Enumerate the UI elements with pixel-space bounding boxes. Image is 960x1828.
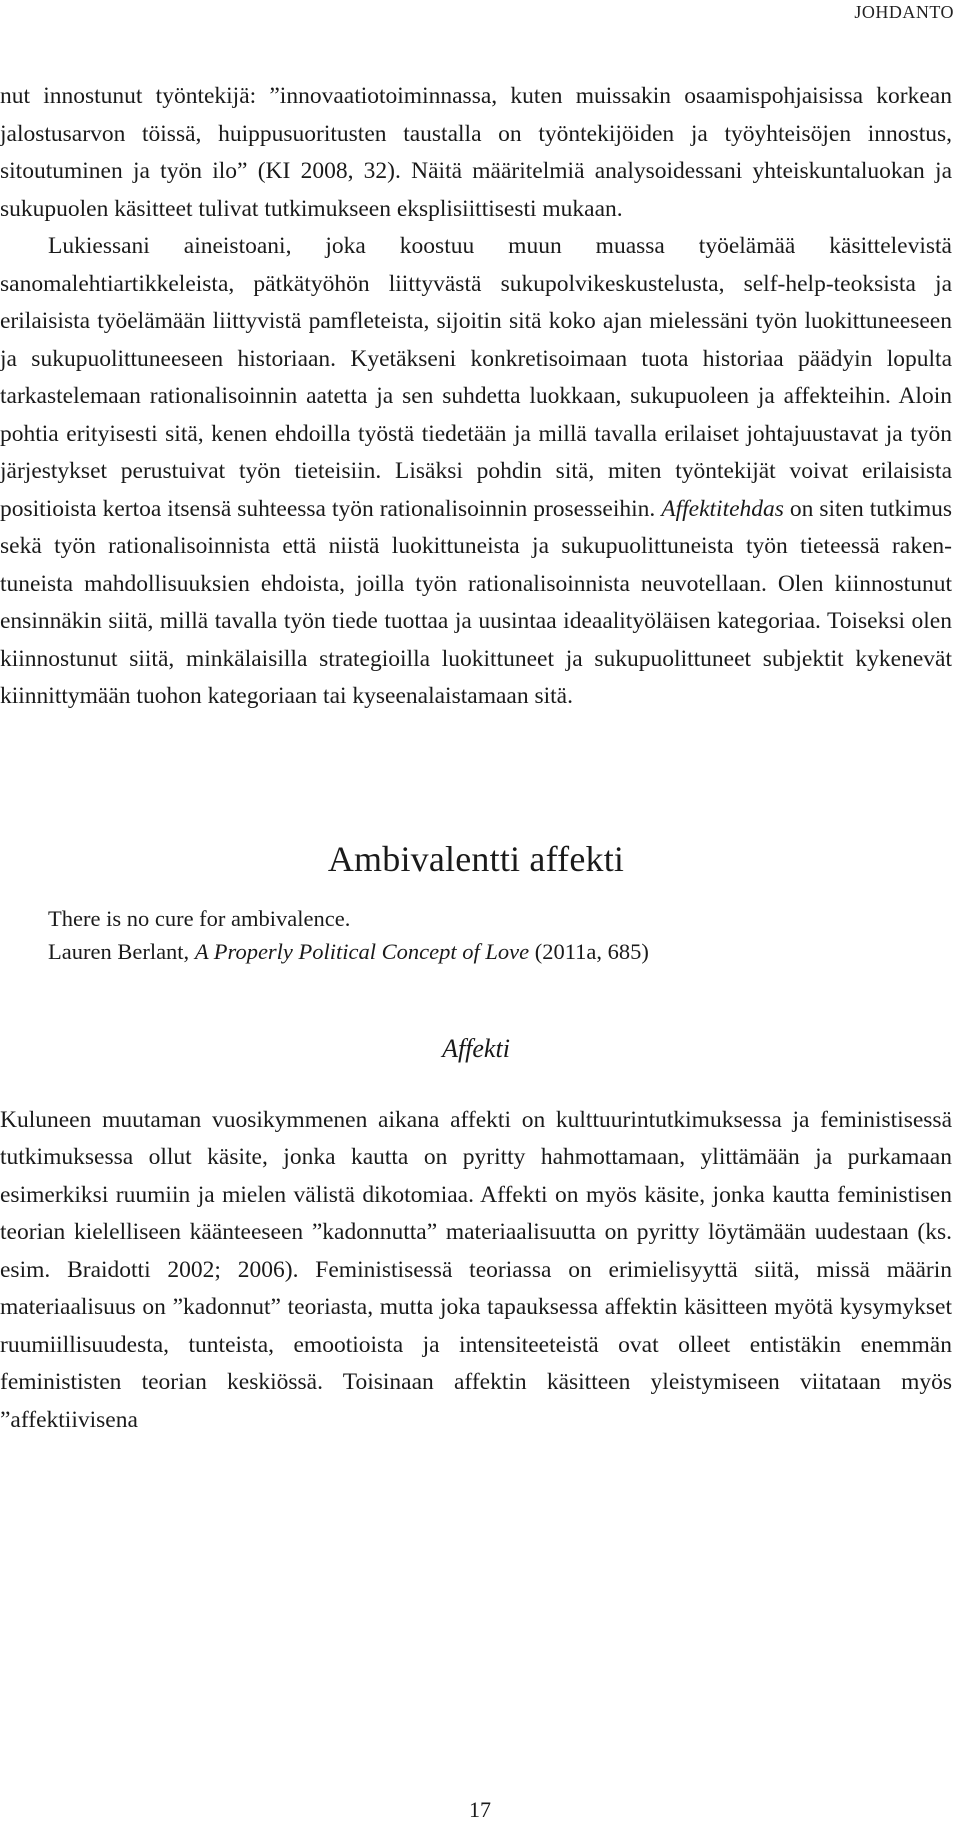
section-body-paragraph: Kuluneen muutaman vuosikymmenen aikana affekti on kulttuurintutkimuksessa ja feministisessä tutkimuksessa ollut käsite, jonka kautta on pyritty hahmottamaan, ylittämään ja purkamaan esimerkiksi ruumiin ja mielen välistä dikotomiaa. Affekti on myös käsite, jonka kautta feministisen teorian kielelliseen käänteeseen ”kadonnutta” materiaalisuutta on pyritty löytämään uudestaan (ks. esim. Braidotti 2002; 2006). Feministisessä teoriassa on erimielisyyttä siitä, missä määrin materiaalisuus on ”kadonnut” teoriasta, mutta joka tapauksessa affektin käsitteen myötä kysymykset ruumiillisuudesta, tunteista, emootioista ja intensiteeteistä ovat olleet entistäkin enemmän feminististen teorian keskiössä. Toisinaan affektin käsitteen yleistymiseen viitataan myös ”affektiivisena [0,1106,952,1433]
epigraph-author: Lauren Berlant, [48,938,195,964]
intro-paragraph-2-text-a: Lukiessani aineistoani, joka koostuu muun muassa työelämää käsittelevistä sanomalehtiartikkeleista, pätkätyöhön liittyvästä sukupolvikeskustelusta, self-help-teoksista ja erilaisista työelämään liittyvistä pamfleteista, sijoitin sitä koko ajan mielessäni työn luokittuneeseen ja sukupuolittuneeseen historiaan. Kyetäkseni konkretisoimaan tuota historiaa päädyin lopulta tarkastelemaan rationalisoinnin aatetta ja sen suhdetta luokkaan, sukupuoleen ja affekteihin. Aloin pohtia erityisesti sitä, kenen ehdoilla työstä tiedetään ja millä tavalla erilaiset johtajuustavat ja työn järjestykset perustuivat työn tieteisiin. Lisäksi pohdin sitä, miten työntekijät voivat erilaisista positioista kertoa itsensä suhteessa työn rationalisoinnin prosesseihin. [0,233,952,522]
epigraph [48,902,952,968]
page-number: 17 [469,1797,491,1822]
epigraph-citation: (2011a, 685) [529,938,649,964]
page-content [0,78,952,1439]
section-title: Ambivalentti affekti [327,838,625,879]
intro-paragraph-2 [0,228,952,716]
intro-paragraph-1: nut innostunut työntekijä: ”innovaatiotoiminnassa, kuten muissakin osaamispohjaisissa korkean jalostusarvon töissä, huippusuoritusten taustalla on työntekijöiden ja työyhteisöjen innostus, sitoutuminen ja työn ilo” (KI 2008, 32). Näitä määritelmiä analysoidessani yhteiskuntaluokan ja sukupuolen käsitteet tulivat tutkimukseen eksplisiittisesti mukaan. [0,83,952,222]
epigraph-work-title: A Properly Political Concept of Love [194,938,530,964]
book-title-italic: Affektitehdas [661,495,784,522]
epigraph-quote: There is no cure for ambivalence. [48,905,351,931]
epigraph-attribution [48,935,952,968]
intro-paragraph-2-text-b: on siten tutkimus sekä työn rationalisoinnista että niistä luokittuneista ja sukupuolittuneista työn tieteessä rakentuneista mahdollisuuksien ehdoista, joilla työn rationalisoinnista neuvotellaan. Olen kiinnostunut ensinnäkin siitä, millä tavalla työn tiede tuottaa ja uusintaa ideaalityöläisen kategoriaa. Toiseksi olen kiinnostunut siitä, minkälaisilla strategioilla luokittuneet ja sukupuolittuneet subjektit kykenevät kiinnittymään tuohon kategoriaan tai kyseenalaistamaan sitä. [0,495,952,709]
running-head: JOHDANTO [854,2,954,22]
subsection-title: Affekti [442,1033,510,1063]
